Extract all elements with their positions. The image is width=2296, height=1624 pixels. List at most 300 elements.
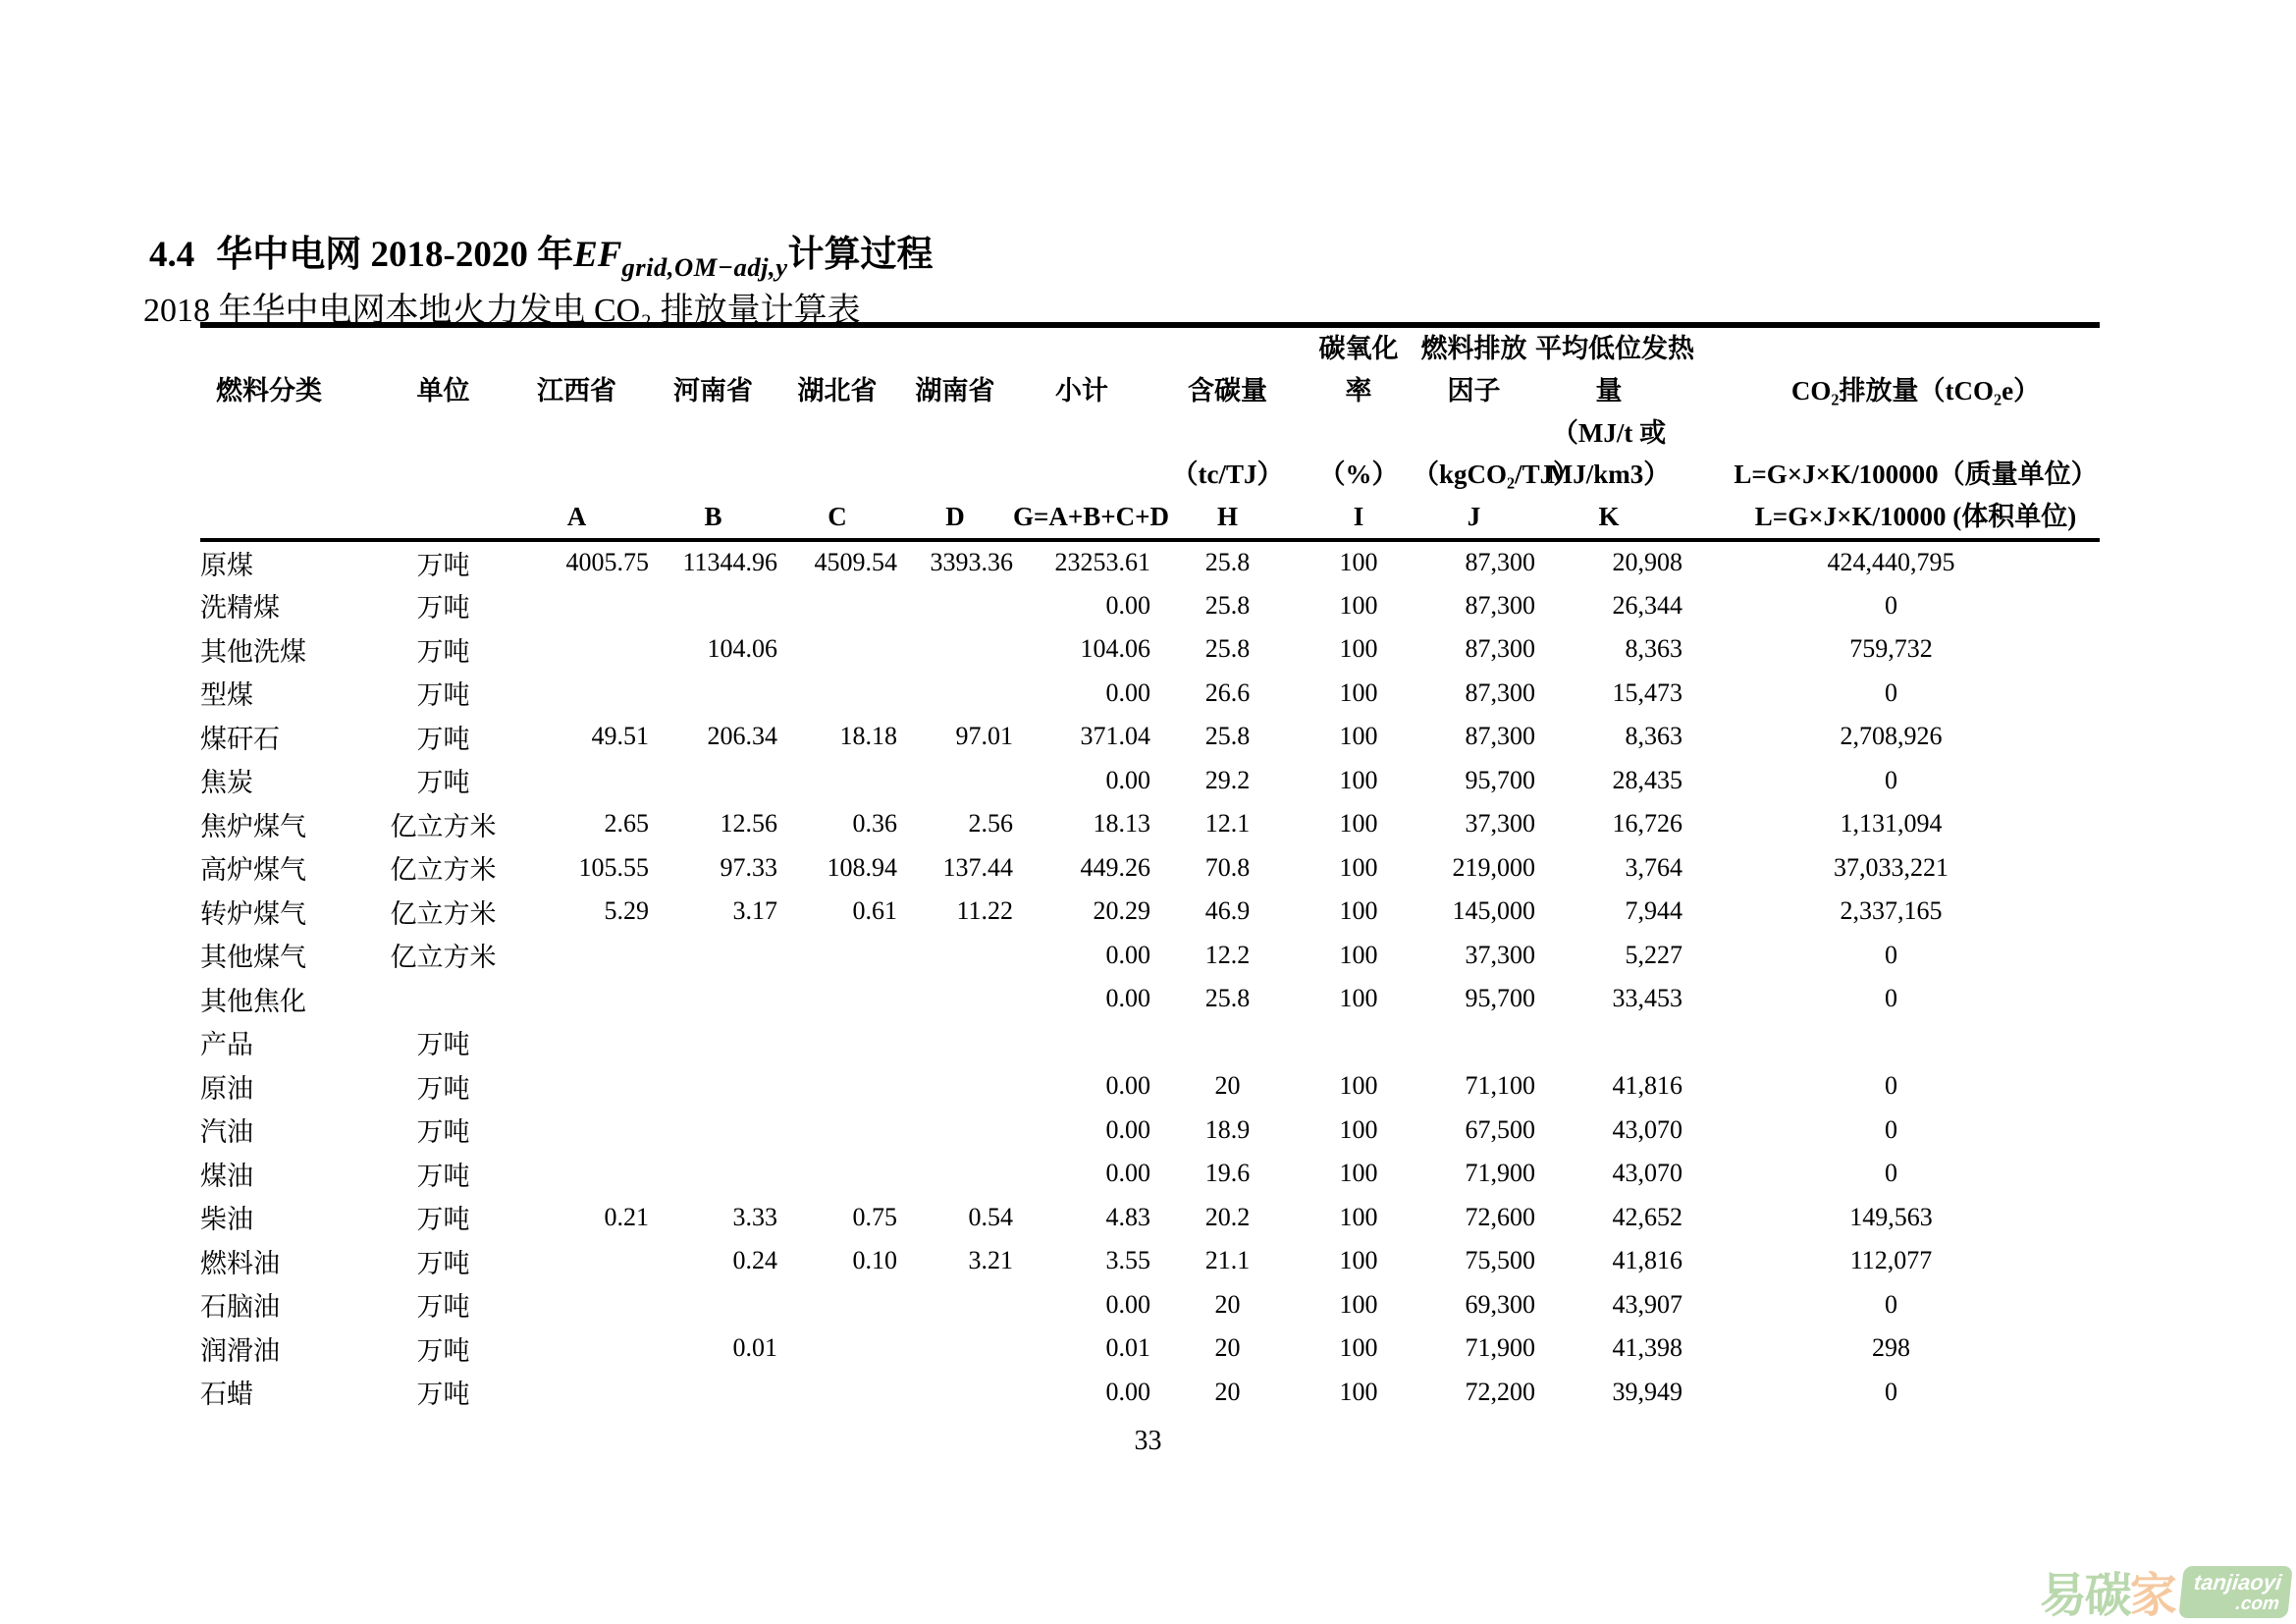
cell-j: 87,300 [1465,634,1535,664]
cell-d [897,758,1013,802]
table-body [200,540,2100,1414]
header-line [382,454,505,496]
cell-l: 0 [1885,984,1897,1013]
table-row [200,1020,2100,1064]
header-line: （MJ/t 或 [1551,417,1667,448]
cell-l: 298 [1872,1333,1910,1363]
column-header-b [649,325,777,540]
cell-h: 19.6 [1204,1159,1251,1188]
cell-b [649,977,777,1021]
cell-h: 20 [1214,1333,1241,1363]
cell-j: 87,300 [1465,590,1535,620]
header-line: 小计 [1055,375,1108,406]
cell-a [505,1020,649,1064]
header-line [777,328,897,370]
header-line: 碳氧化 [1318,334,1399,363]
column-header-i [1305,325,1413,540]
table-row [200,1195,2100,1239]
cell-fuel: 转炉煤气 [200,898,306,929]
column-header-j [1413,325,1580,540]
cell-c [777,1108,897,1152]
header-line [897,412,1013,455]
header-line: C [828,502,847,532]
table-row [200,890,2100,934]
cell-l: 0 [1885,765,1897,794]
cell-l: 0 [1885,590,1897,620]
cell-c [777,627,897,672]
column-header-k [1535,325,1694,540]
cell-g: 0.00 [1105,765,1150,794]
cell-h: 12.2 [1204,940,1251,969]
table-row [200,1108,2100,1152]
cell-unit: 万吨 [416,593,470,623]
cell-j: 37,300 [1465,940,1535,969]
cell-c: 0.10 [852,1246,897,1275]
column-header-g [1013,325,1170,540]
cell-c: 0.75 [852,1202,897,1231]
cell-fuel: 石脑油 [200,1292,280,1323]
header-line [200,454,382,496]
table-row [200,583,2100,627]
cell-c [777,933,897,977]
cell-l: 0 [1885,1377,1897,1406]
cell-h: 70.8 [1204,852,1251,882]
cell-c [777,1020,897,1064]
header-line [505,328,649,370]
cell-j: 219,000 [1452,852,1535,882]
header-line: D [945,502,965,532]
cell-j [1413,1020,1535,1064]
cell-d: 3393.36 [930,548,1013,577]
cell-i [1305,1020,1413,1064]
cell-fuel: 原油 [200,1073,253,1104]
cell-h: 26.6 [1204,677,1251,707]
cell-c [777,671,897,715]
cell-l: 0 [1885,1159,1897,1188]
cell-l: 112,077 [1849,1246,1933,1275]
cell-a: 49.51 [591,722,649,751]
watermark-badge-line1: tanjiaoyi [2192,1570,2283,1595]
cell-a [505,758,649,802]
cell-l: 2,708,926 [1840,722,1943,751]
cell-b [649,1152,777,1196]
cell-k: 8,363 [1625,722,1682,751]
header-line: G=A+B+C+D [1013,502,1170,532]
cell-unit: 万吨 [416,1380,470,1410]
cell-j: 72,600 [1465,1202,1535,1231]
cell-i: 100 [1339,590,1378,620]
cell-fuel: 洗精煤 [200,593,280,623]
cell-g: 449.26 [1080,852,1150,882]
cell-i: 100 [1339,1289,1378,1319]
cell-unit: 万吨 [416,1248,470,1278]
cell-g: 0.00 [1105,1159,1150,1188]
cell-d [897,1108,1013,1152]
cell-fuel: 燃料油 [200,1248,280,1278]
cell-i: 100 [1339,984,1378,1013]
header-line [1150,328,1305,370]
header-line [1013,454,1150,496]
header-line [1150,412,1305,455]
cell-l: 149,563 [1849,1202,1933,1231]
cell-h [1150,1020,1305,1064]
cell-fuel: 型煤 [200,680,253,711]
cell-unit: 万吨 [416,1117,470,1148]
cell-i: 100 [1339,852,1378,882]
cell-l: 0 [1885,1289,1897,1319]
cell-unit: 亿立方米 [390,898,497,929]
cell-a: 5.29 [604,896,649,926]
table-row [200,933,2100,977]
header-line: MJ/km3） [1547,460,1671,490]
cell-g: 0.00 [1105,1289,1150,1319]
cell-g: 3.55 [1105,1246,1150,1275]
header-line: 江西省 [537,375,616,406]
cell-i: 100 [1339,896,1378,926]
header-line: A [566,502,587,532]
header-line [200,496,382,538]
cell-j: 95,700 [1465,765,1535,794]
cell-l: 0 [1885,1114,1897,1144]
header-line: H [1216,502,1238,532]
table-row [200,1370,2100,1414]
column-header-unit [382,325,505,540]
cell-g: 0.00 [1105,1377,1150,1406]
cell-g: 0.00 [1105,940,1150,969]
cell-d [897,583,1013,627]
cell-k: 15,473 [1612,677,1682,707]
cell-j: 75,500 [1465,1246,1535,1275]
cell-k: 41,816 [1612,1071,1682,1101]
cell-j: 145,000 [1452,896,1535,926]
header-line [200,412,382,455]
header-line: 河南省 [673,375,753,406]
cell-c: 4509.54 [814,548,897,577]
header-line [649,412,777,455]
cell-a [505,627,649,672]
header-line [1413,412,1535,455]
cell-fuel: 其他洗煤 [200,636,306,667]
header-line: L=G×J×K/10000 (体积单位) [1754,502,2077,532]
cell-c [777,1282,897,1326]
cell-h: 20 [1214,1289,1241,1319]
cell-c: 0.36 [852,809,897,839]
cell-j: 72,200 [1465,1377,1535,1406]
table-row [200,758,2100,802]
table-row [200,1282,2100,1326]
cell-c [777,583,897,627]
header-line: I [1353,502,1364,532]
cell-a: 105.55 [578,852,649,882]
cell-unit: 万吨 [416,1292,470,1323]
cell-k: 39,949 [1612,1377,1682,1406]
header-line [1013,328,1150,370]
cell-d: 97.01 [955,722,1013,751]
header-line [777,454,897,496]
cell-i: 100 [1339,809,1378,839]
cell-k: 42,652 [1612,1202,1682,1231]
cell-g: 4.83 [1105,1202,1150,1231]
cell-unit: 万吨 [416,680,470,711]
cell-fuel: 产品 [200,1030,253,1060]
cell-k: 43,907 [1612,1289,1682,1319]
cell-fuel: 高炉煤气 [200,855,306,886]
cell-a: 0.21 [604,1202,649,1231]
cell-c [777,1152,897,1196]
cell-b: 206.34 [707,722,777,751]
cell-h: 25.8 [1204,634,1251,664]
cell-g: 371.04 [1080,722,1150,751]
cell-i: 100 [1339,1202,1378,1231]
cell-unit: 万吨 [416,1205,470,1235]
cell-j: 71,100 [1465,1071,1535,1101]
cell-k: 26,344 [1612,590,1682,620]
header-line [200,328,382,370]
watermark-text-orange: 家 [2129,1570,2175,1622]
cell-i: 100 [1339,940,1378,969]
header-line [897,454,1013,496]
cell-b: 0.01 [732,1333,777,1363]
cell-k: 43,070 [1612,1114,1682,1144]
cell-h: 25.8 [1204,548,1251,577]
cell-d: 3.21 [968,1246,1013,1275]
cell-b [649,671,777,715]
table-row [200,1064,2100,1109]
header-line: 因子 [1447,375,1501,406]
cell-d [897,977,1013,1021]
cell-b [649,758,777,802]
cell-c: 108.94 [827,852,897,882]
cell-k: 28,435 [1612,765,1682,794]
cell-k: 5,227 [1625,940,1682,969]
cell-h: 18.9 [1204,1114,1251,1144]
table-row [200,1152,2100,1196]
cell-l: 0 [1885,1071,1897,1101]
header-line [382,412,505,455]
cell-j: 95,700 [1465,984,1535,1013]
cell-i: 100 [1339,634,1378,664]
header-line: L=G×J×K/100000（质量单位） [1734,460,2098,490]
watermark-logo [2040,1566,2290,1620]
cell-c [777,758,897,802]
column-header-d [897,325,1013,540]
cell-c [777,1370,897,1414]
cell-d [897,1152,1013,1196]
cell-a [505,1370,649,1414]
table-header [200,325,2100,540]
cell-h: 29.2 [1204,765,1251,794]
cell-unit: 万吨 [416,1030,470,1060]
cell-g: 23253.61 [1054,548,1150,577]
cell-a [505,1108,649,1152]
table-row [200,1239,2100,1283]
watermark-badge-line2: .com [2234,1594,2280,1614]
header-line: （kgCO₂/TJ） [1413,460,1580,490]
cell-j: 71,900 [1465,1159,1535,1188]
cell-b [649,583,777,627]
cell-unit: 亿立方米 [390,811,497,841]
cell-h: 21.1 [1204,1246,1251,1275]
table-row [200,802,2100,846]
cell-d [897,1282,1013,1326]
cell-d [897,671,1013,715]
table-row [200,627,2100,672]
cell-fuel: 煤矸石 [200,724,280,754]
cell-unit: 万吨 [416,1335,470,1366]
cell-i: 100 [1339,1159,1378,1188]
cell-b [649,1020,777,1064]
section-title [149,224,934,283]
cell-l: 1,131,094 [1840,809,1943,839]
cell-d: 0.54 [968,1202,1013,1231]
cell-j: 71,900 [1465,1333,1535,1363]
cell-a [505,1152,649,1196]
column-header-a [505,325,649,540]
ef-subscript: grid,OM−adj,y [621,252,788,283]
header-line [1013,412,1150,455]
cell-fuel: 柴油 [200,1205,253,1235]
cell-fuel: 石蜡 [200,1380,253,1410]
cell-h: 25.8 [1204,722,1251,751]
cell-i: 100 [1339,1246,1378,1275]
cell-b: 104.06 [707,634,777,664]
cell-h: 46.9 [1204,896,1251,926]
column-header-fuel [200,325,382,540]
cell-g: 0.00 [1105,1114,1150,1144]
cell-g [1013,1020,1150,1064]
cell-c [777,977,897,1021]
cell-unit: 万吨 [416,550,470,580]
column-header-h [1150,325,1305,540]
header-line [505,454,649,496]
table-row [200,671,2100,715]
header-line: 湖南省 [915,375,995,406]
cell-b: 97.33 [720,852,777,882]
column-header-l [1682,325,2100,540]
table-row [200,715,2100,759]
cell-unit: 亿立方米 [390,943,497,973]
cell-a [505,977,649,1021]
cell-k: 43,070 [1612,1159,1682,1188]
cell-d: 2.56 [968,809,1013,839]
cell-b: 12.56 [720,809,777,839]
cell-unit: 亿立方米 [390,855,497,886]
header-line: （tc/TJ） [1171,460,1284,490]
cell-l: 424,440,795 [1827,548,1955,577]
cell-a [505,1326,649,1371]
cell-a: 4005.75 [565,548,649,577]
cell-j: 37,300 [1465,809,1535,839]
cell-k: 7,944 [1625,896,1682,926]
header-line: K [1598,502,1620,532]
cell-fuel: 其他煤气 [200,943,306,973]
cell-a [505,1064,649,1109]
cell-j: 87,300 [1465,722,1535,751]
cell-unit: 万吨 [416,768,470,798]
cell-d: 11.22 [956,896,1013,926]
cell-b [649,1108,777,1152]
cell-d [897,1370,1013,1414]
cell-h: 12.1 [1204,809,1251,839]
cell-b: 3.33 [732,1202,777,1231]
header-line [382,328,505,370]
header-line: 率 [1345,375,1372,406]
cell-l: 0 [1885,677,1897,707]
table-row [200,977,2100,1021]
cell-d [897,933,1013,977]
table-header-row [200,325,2100,540]
cell-l: 0 [1885,940,1897,969]
cell-i: 100 [1339,548,1378,577]
cell-k: 8,363 [1625,634,1682,664]
cell-l: 2,337,165 [1840,896,1943,926]
cell-c: 0.61 [852,896,897,926]
cell-h: 20 [1214,1377,1241,1406]
cell-a [505,671,649,715]
cell-a [505,1239,649,1283]
header-line: 量 [1595,375,1623,406]
cell-d [897,627,1013,672]
cell-b: 0.24 [732,1246,777,1275]
header-line: 燃料排放 [1420,334,1527,363]
cell-i: 100 [1339,1114,1378,1144]
cell-fuel: 润滑油 [200,1335,280,1366]
cell-fuel: 原煤 [200,550,253,580]
cell-unit: 万吨 [416,1161,470,1191]
cell-unit [382,977,505,1021]
section-title-suffix: 计算过程 [787,235,934,275]
header-line: 燃料分类 [216,375,322,406]
cell-k: 41,816 [1612,1246,1682,1275]
table-row [200,1326,2100,1371]
cell-i: 100 [1339,722,1378,751]
cell-k: 41,398 [1612,1333,1682,1363]
cell-i: 100 [1339,1377,1378,1406]
cell-fuel: 焦炉煤气 [200,811,306,841]
cell-b [649,933,777,977]
header-line: 单位 [416,375,470,406]
cell-a [505,933,649,977]
cell-i: 100 [1339,1071,1378,1101]
cell-k: 3,764 [1625,852,1682,882]
column-header-c [777,325,897,540]
cell-b [649,1282,777,1326]
header-line [1682,328,2100,370]
header-line [505,412,649,455]
cell-j: 67,500 [1465,1114,1535,1144]
cell-g: 18.13 [1093,809,1150,839]
cell-k: 20,908 [1612,548,1682,577]
section-number: 4.4 [149,235,195,275]
cell-l [1682,1020,2100,1064]
cell-h: 20.2 [1204,1202,1251,1231]
cell-g: 104.06 [1080,634,1150,664]
header-line [897,328,1013,370]
header-line [1305,412,1413,455]
cell-fuel: 汽油 [200,1117,253,1148]
cell-c [777,1326,897,1371]
header-line [649,328,777,370]
cell-d [897,1326,1013,1371]
header-line [382,496,505,538]
header-line [649,454,777,496]
cell-g: 0.00 [1105,677,1150,707]
header-line: J [1467,502,1481,532]
cell-unit: 万吨 [416,636,470,667]
watermark-badge [2178,1566,2293,1618]
cell-unit: 万吨 [416,1073,470,1104]
cell-b [649,1370,777,1414]
